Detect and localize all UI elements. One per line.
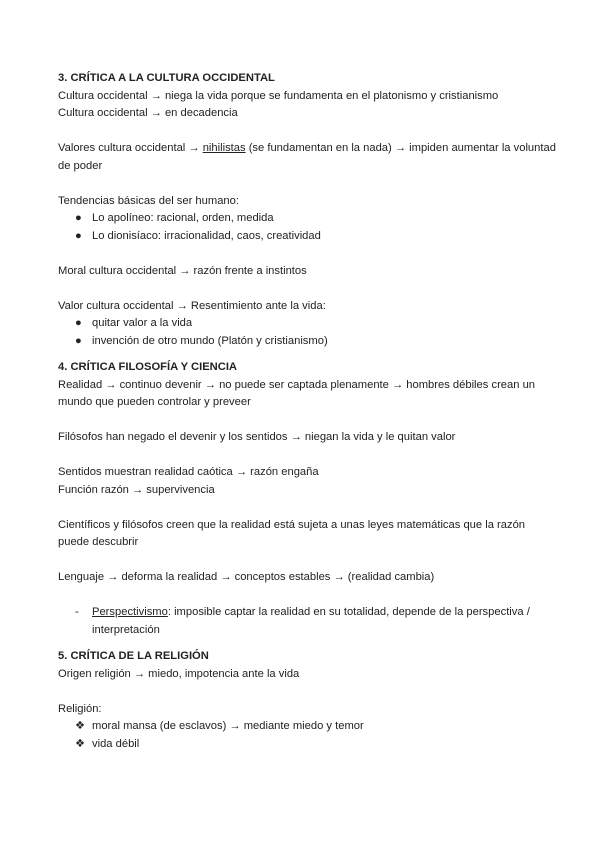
bullet-list bbox=[58, 210, 558, 245]
section-3-title: 3. CRÍTICA A LA CULTURA OCCIDENTAL bbox=[58, 72, 275, 84]
document-page bbox=[58, 70, 558, 753]
paragraph: Moral cultura occidental → razón frente a instintos bbox=[58, 264, 307, 277]
paragraph: Cultura occidental → en decadencia bbox=[58, 107, 238, 119]
paragraph: Lenguaje → deforma la realidad → conceptos estables → (realidad cambia) bbox=[58, 571, 435, 583]
list-item: ● Lo dionisíaco: irracionalidad, caos, creatividad bbox=[58, 228, 558, 246]
section-4-title: 4. CRÍTICA FILOSOFÍA Y CIENCIA bbox=[58, 361, 238, 373]
diamond-bullet-icon: ❖ bbox=[75, 720, 86, 732]
bullet-icon: ● bbox=[75, 212, 82, 224]
list-item: - Perspectivismo: imposible captar la realidad en su totalidad, depende de la perspectiva / interpretación bbox=[75, 606, 530, 636]
list-title: Religión: bbox=[58, 702, 102, 715]
list-item: ❖ vida débil bbox=[58, 736, 558, 754]
bullet-icon: ● bbox=[75, 317, 82, 329]
bullet-icon: ● bbox=[75, 334, 82, 347]
paragraph: Cultura occidental → niega la vida porque se fundamenta en el platonismo y cristianismo bbox=[58, 89, 499, 102]
bullet-icon: ● bbox=[75, 229, 82, 242]
list-item: ● invención de otro mundo (Platón y cristianismo) bbox=[58, 333, 558, 351]
list-item: ● quitar valor a la vida bbox=[58, 315, 558, 333]
underlined-term: nihilistas bbox=[202, 142, 246, 154]
paragraph: Científicos y filósofos creen que la realidad está sujeta a unas leyes matemáticas que la razón puede descubrir bbox=[58, 518, 526, 548]
text: Valores cultura occidental → bbox=[58, 142, 203, 154]
diamond-bullet-icon: ❖ bbox=[75, 737, 86, 750]
dash-icon: - bbox=[75, 606, 79, 618]
list-item: ❖ moral mansa (de esclavos) → mediante miedo y temor bbox=[58, 718, 558, 736]
text: (se fundamentan en la nada) → impiden aumentar la voluntad de poder bbox=[58, 142, 556, 172]
list-item: ● Lo apolíneo: racional, orden, medida bbox=[58, 210, 558, 228]
paragraph: Realidad → continuo devenir → no puede ser captada plenamente → hombres débiles crean un mundo que pueden controlar y preveer bbox=[58, 378, 536, 408]
list-title: Tendencias básicas del ser humano: bbox=[58, 194, 239, 207]
paragraph: Función razón → supervivencia bbox=[58, 483, 215, 496]
dash-list bbox=[58, 604, 558, 639]
underlined-term: Perspectivismo bbox=[92, 606, 168, 618]
paragraph: Sentidos muestran realidad caótica → razón engaña bbox=[58, 466, 319, 478]
section-5-title: 5. CRÍTICA DE LA RELIGIÓN bbox=[58, 650, 209, 662]
list-title: Valor cultura occidental → Resentimiento ante la vida: bbox=[58, 299, 326, 312]
paragraph-valores bbox=[58, 140, 558, 175]
diamond-list bbox=[58, 718, 558, 753]
paragraph: Filósofos han negado el devenir y los sentidos → niegan la vida y le quitan valor bbox=[58, 431, 456, 443]
bullet-list bbox=[58, 315, 558, 350]
paragraph: Origen religión → miedo, impotencia ante la vida bbox=[58, 667, 300, 680]
